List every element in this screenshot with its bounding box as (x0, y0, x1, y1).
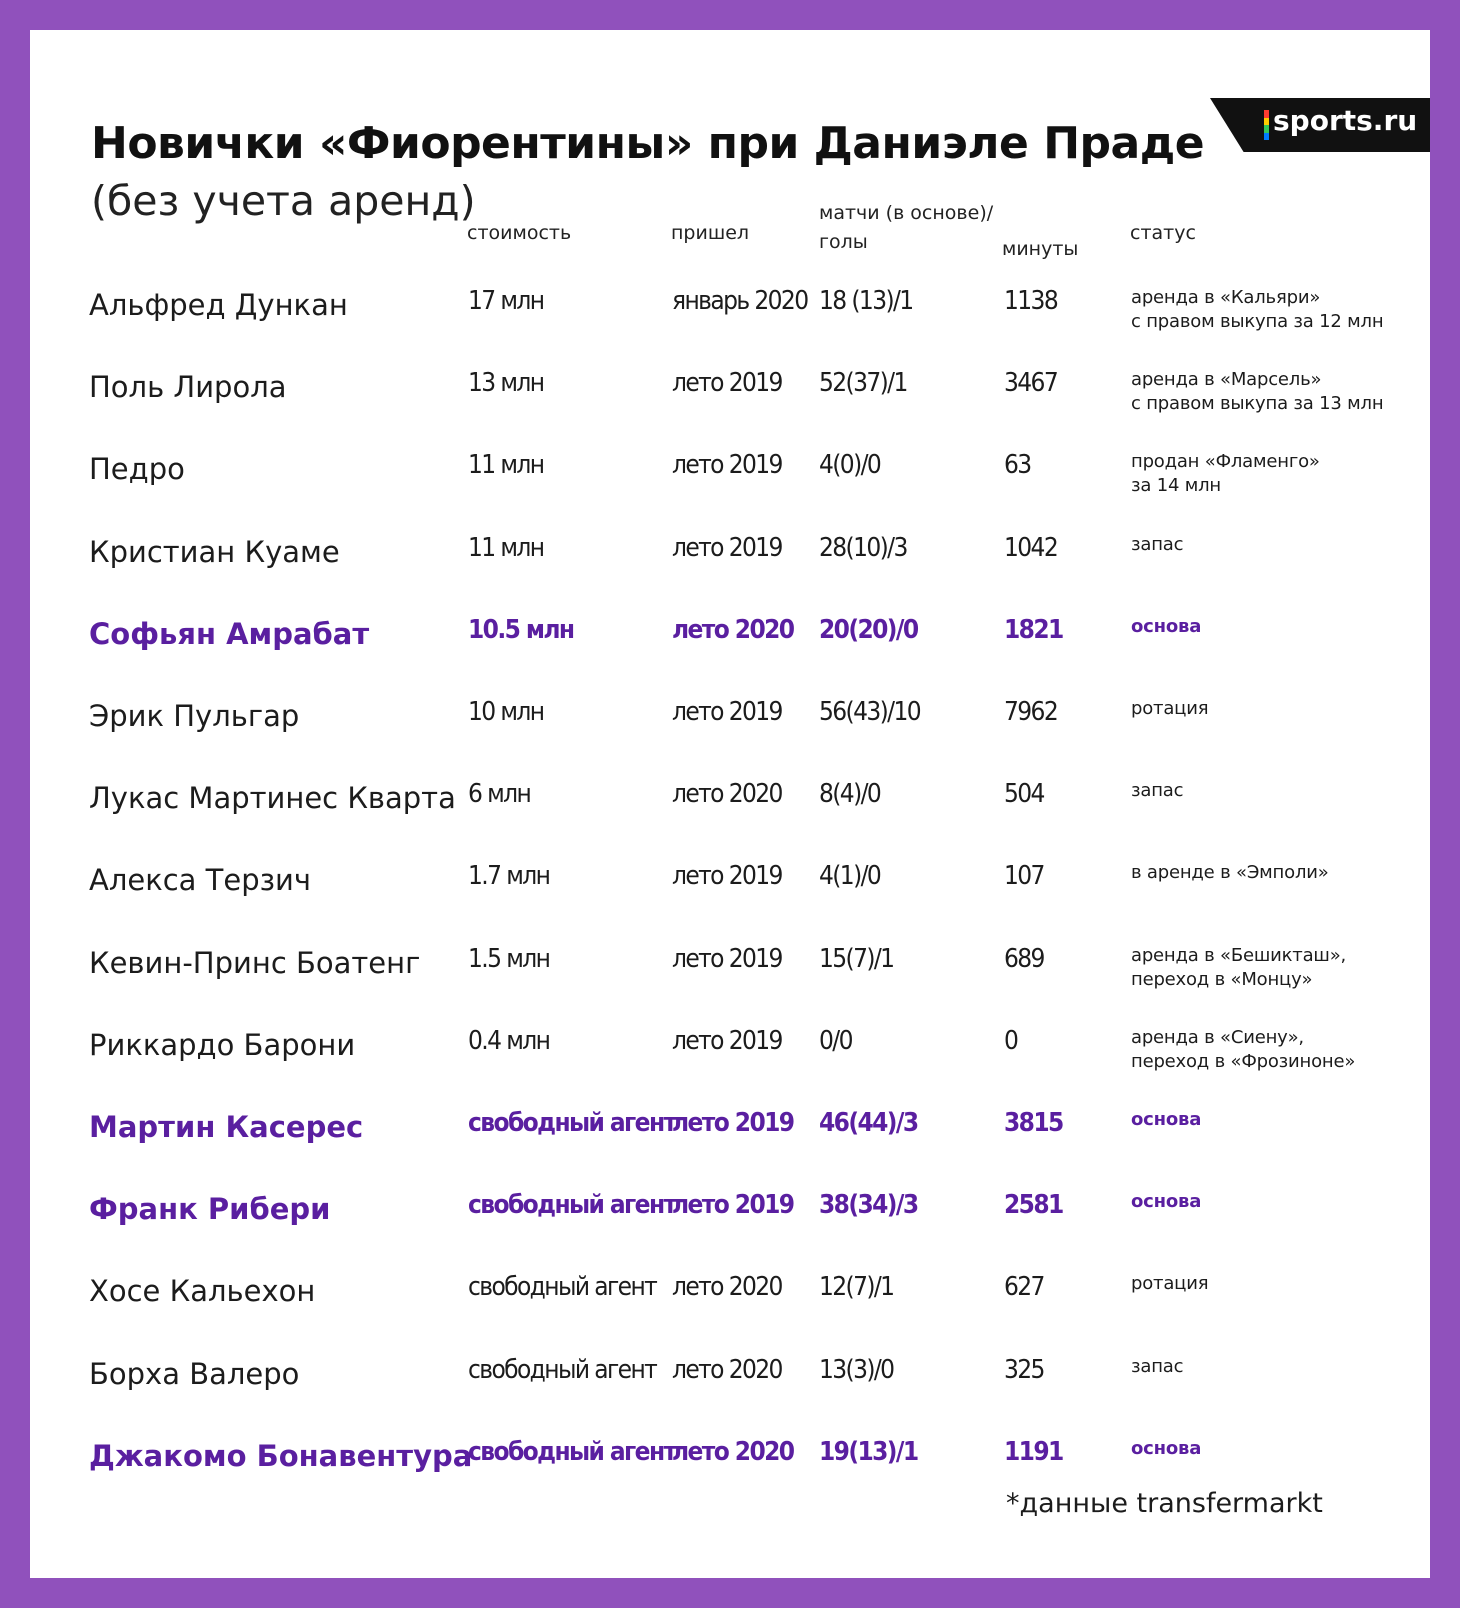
player-status-line: за 14 млн (1131, 475, 1222, 496)
player-status-line: запас (1131, 1356, 1184, 1377)
player-status (1131, 861, 1329, 885)
player-came: лето 2019 (672, 1190, 794, 1220)
player-matches: 56(43)/10 (819, 697, 921, 727)
player-status (1131, 533, 1183, 557)
table-row (30, 533, 1430, 615)
player-came: лето 2020 (672, 779, 782, 809)
player-minutes: 1191 (1004, 1437, 1063, 1467)
player-came: лето 2019 (672, 368, 782, 398)
player-status-line: с правом выкупа за 13 млн (1131, 393, 1384, 414)
header-status: статус (1130, 222, 1196, 244)
player-came: лето 2019 (672, 697, 782, 727)
page-title: Новички «Фиорентины» при Даниэле Праде (91, 118, 1205, 169)
header-minutes: минуты (1002, 238, 1079, 260)
player-minutes: 3815 (1004, 1108, 1063, 1138)
player-came: лето 2019 (672, 1026, 782, 1056)
player-status (1131, 286, 1383, 334)
header-came: пришел (671, 222, 750, 244)
player-status-line: основа (1131, 1109, 1202, 1130)
player-cost: свободный агент (468, 1190, 676, 1220)
player-status (1131, 368, 1383, 416)
player-name: Франк Рибери (89, 1192, 331, 1226)
player-cost: 11 млн (468, 450, 544, 480)
player-name: Эрик Пульгар (89, 699, 300, 733)
player-cost: 0.4 млн (468, 1026, 550, 1056)
logo-mark-segment (1264, 110, 1269, 118)
footnote: *данные transfermarkt (1006, 1488, 1323, 1519)
player-matches: 4(0)/0 (819, 450, 881, 480)
player-minutes: 1821 (1004, 615, 1063, 645)
player-came: лето 2020 (672, 1437, 794, 1467)
player-status (1131, 779, 1183, 803)
player-status (1131, 1355, 1183, 1379)
player-status-line: аренда в «Марсель» (1131, 369, 1322, 390)
player-minutes: 627 (1004, 1272, 1044, 1302)
logo-mark-segment (1264, 125, 1269, 133)
player-status-line: ротация (1131, 1273, 1209, 1294)
player-came: лето 2019 (672, 450, 782, 480)
player-status (1131, 944, 1346, 992)
player-matches: 52(37)/1 (819, 368, 907, 398)
player-matches: 13(3)/0 (819, 1355, 894, 1385)
player-matches: 18 (13)/1 (819, 286, 913, 316)
player-status (1131, 615, 1201, 639)
player-name: Джакомо Бонавентура (89, 1439, 473, 1473)
player-came: лето 2020 (672, 1355, 782, 1385)
player-minutes: 107 (1004, 861, 1044, 891)
player-cost: 10.5 млн (468, 615, 574, 645)
logo-mark-segment (1264, 133, 1269, 141)
table-row (30, 944, 1430, 1026)
player-name: Хосе Кальехон (89, 1274, 316, 1308)
player-cost: 13 млн (468, 368, 544, 398)
player-status-line: аренда в «Бешикташ», (1131, 945, 1347, 966)
player-name: Альфред Дункан (89, 288, 348, 322)
player-came: январь 2020 (672, 286, 808, 316)
player-minutes: 504 (1004, 779, 1044, 809)
player-status-line: с правом выкупа за 12 млн (1131, 311, 1384, 332)
player-name: Кристиан Куаме (89, 535, 340, 569)
player-status-line: в аренде в «Эмполи» (1131, 862, 1329, 883)
player-matches: 28(10)/3 (819, 533, 907, 563)
player-came: лето 2019 (672, 944, 782, 974)
table-row (30, 779, 1430, 861)
player-cost: свободный агент (468, 1355, 657, 1385)
player-status-line: запас (1131, 780, 1184, 801)
player-minutes: 3467 (1004, 368, 1058, 398)
player-minutes: 63 (1004, 450, 1031, 480)
player-status-line: запас (1131, 534, 1184, 555)
player-matches: 12(7)/1 (819, 1272, 894, 1302)
player-status-line: ротация (1131, 698, 1209, 719)
header-cost: стоимость (467, 222, 572, 244)
table-row (30, 286, 1430, 368)
player-minutes: 1138 (1004, 286, 1058, 316)
player-matches: 20(20)/0 (819, 615, 918, 645)
player-status-line: аренда в «Сиену», (1131, 1027, 1304, 1048)
player-matches: 4(1)/0 (819, 861, 881, 891)
player-minutes: 0 (1004, 1026, 1018, 1056)
player-came: лето 2019 (672, 533, 782, 563)
header-matches: матчи (в основе)/ (819, 202, 994, 224)
header-goals: голы (819, 231, 868, 253)
player-came: лето 2020 (672, 615, 794, 645)
player-status (1131, 1026, 1355, 1074)
table-row (30, 1272, 1430, 1354)
player-name: Риккардо Барони (89, 1028, 356, 1062)
player-matches: 38(34)/3 (819, 1190, 918, 1220)
player-came: лето 2019 (672, 861, 782, 891)
player-cost: 1.7 млн (468, 861, 550, 891)
player-name: Алекса Терзич (89, 863, 312, 897)
player-matches: 8(4)/0 (819, 779, 881, 809)
player-minutes: 325 (1004, 1355, 1044, 1385)
table-row (30, 1190, 1430, 1272)
player-matches: 46(44)/3 (819, 1108, 918, 1138)
player-cost: свободный агент (468, 1437, 676, 1467)
player-name: Кевин-Принс Боатенг (89, 946, 421, 980)
table-row (30, 615, 1430, 697)
player-name: Софьян Амрабат (89, 617, 370, 651)
player-cost: 11 млн (468, 533, 544, 563)
player-status (1131, 1190, 1201, 1214)
player-status-line: основа (1131, 1191, 1202, 1212)
player-status-line: основа (1131, 616, 1202, 637)
player-status (1131, 1272, 1208, 1296)
player-name: Педро (89, 452, 185, 486)
player-cost: 1.5 млн (468, 944, 550, 974)
player-cost: 17 млн (468, 286, 544, 316)
table-row (30, 1355, 1430, 1437)
table-row (30, 861, 1430, 943)
player-cost: свободный агент (468, 1108, 676, 1138)
player-came: лето 2019 (672, 1108, 794, 1138)
player-name: Мартин Касерес (89, 1110, 364, 1144)
player-status (1131, 1437, 1201, 1461)
table-row (30, 368, 1430, 450)
player-status (1131, 1108, 1201, 1132)
player-minutes: 689 (1004, 944, 1044, 974)
logo-color-mark-icon (1264, 110, 1269, 140)
player-matches: 0/0 (819, 1026, 852, 1056)
infographic-card (30, 30, 1430, 1578)
player-matches: 15(7)/1 (819, 944, 894, 974)
player-minutes: 2581 (1004, 1190, 1063, 1220)
player-cost: 6 млн (468, 779, 531, 809)
player-cost: свободный агент (468, 1272, 657, 1302)
player-matches: 19(13)/1 (819, 1437, 918, 1467)
page-subtitle: (без учета аренд) (91, 177, 476, 225)
player-status-line: переход в «Монцу» (1131, 969, 1313, 990)
player-came: лето 2020 (672, 1272, 782, 1302)
player-status (1131, 450, 1320, 498)
player-name: Лукас Мартинес Кварта (89, 781, 456, 815)
player-status-line: переход в «Фрозиноне» (1131, 1051, 1356, 1072)
player-status-line: аренда в «Кальяри» (1131, 287, 1321, 308)
player-status-line: основа (1131, 1438, 1202, 1459)
logo-text: sports.ru (1273, 104, 1418, 137)
player-name: Поль Лирола (89, 370, 287, 404)
table-row (30, 1108, 1430, 1190)
table-row (30, 1026, 1430, 1108)
table-row (30, 697, 1430, 779)
table-row (30, 450, 1430, 532)
player-minutes: 7962 (1004, 697, 1058, 727)
logo-mark-segment (1264, 118, 1269, 126)
player-minutes: 1042 (1004, 533, 1058, 563)
player-status-line: продан «Фламенго» (1131, 451, 1320, 472)
player-cost: 10 млн (468, 697, 544, 727)
player-status (1131, 697, 1208, 721)
player-name: Борха Валеро (89, 1357, 300, 1391)
